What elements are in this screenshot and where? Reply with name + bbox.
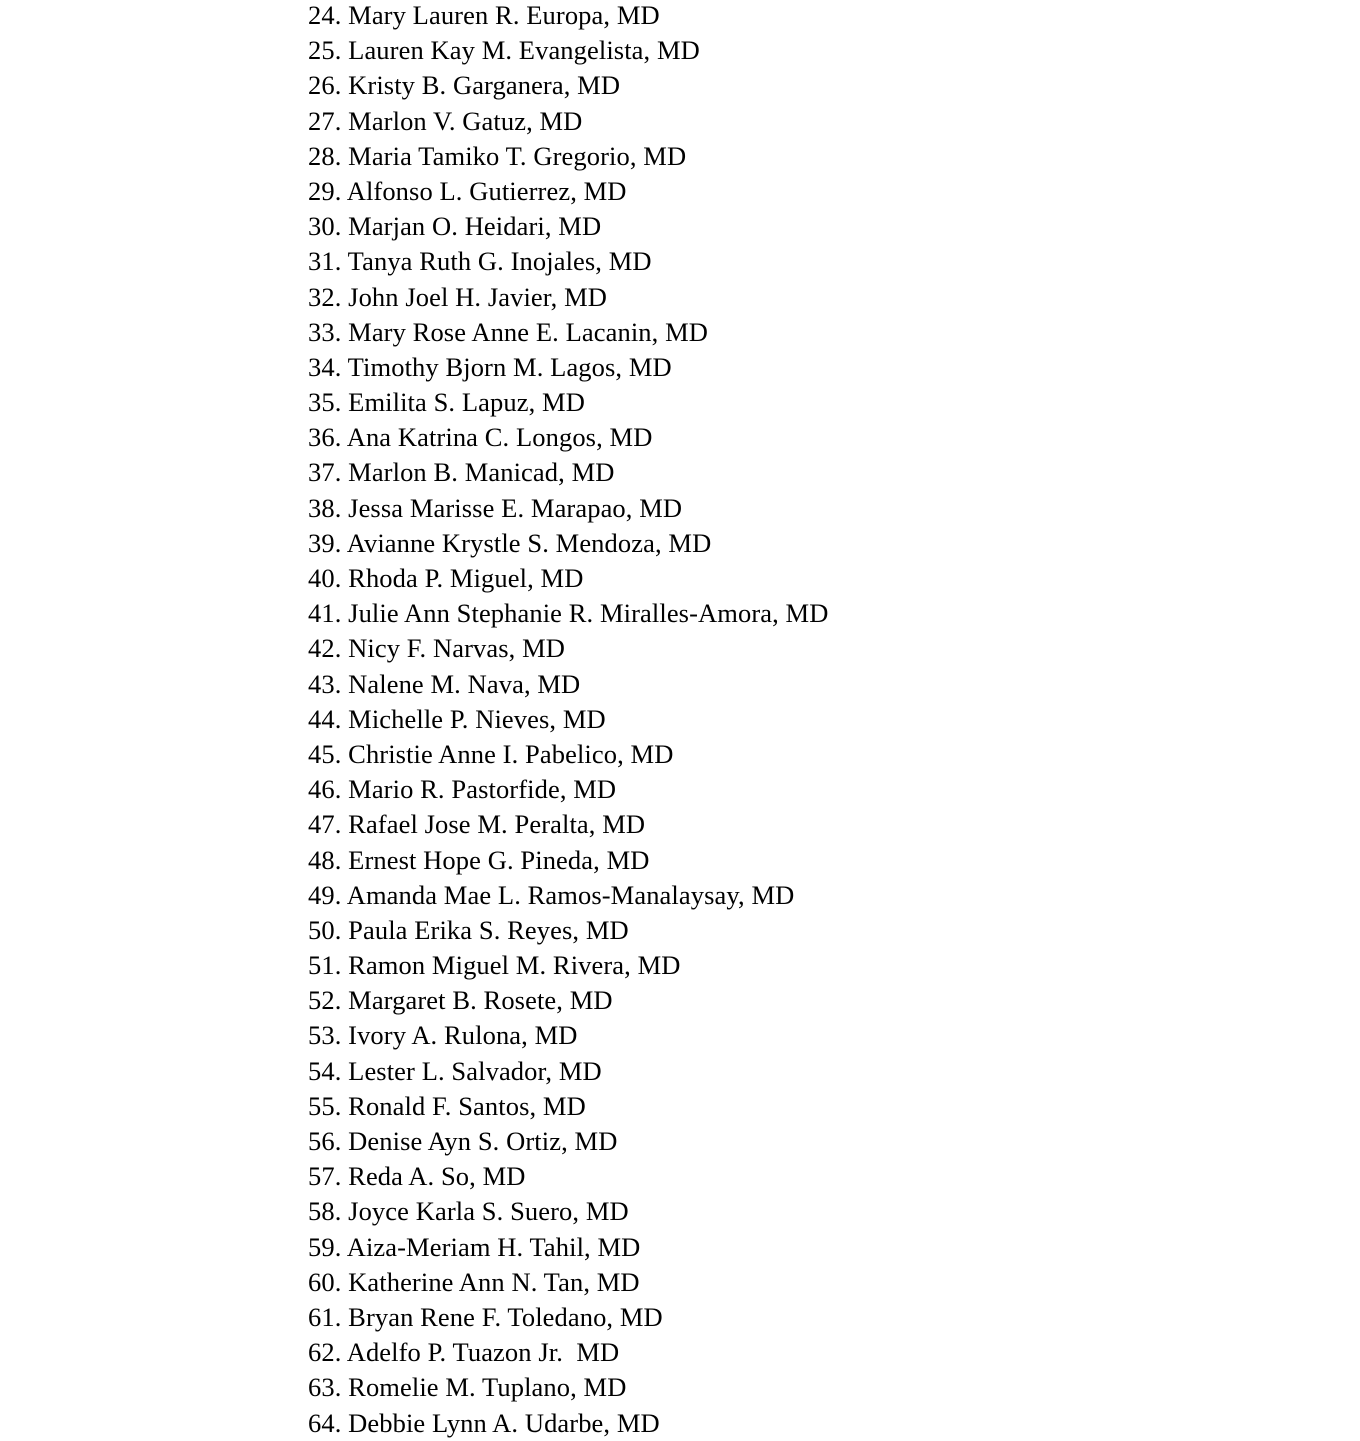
list-item [308, 0, 828, 33]
item-number: 44. [308, 703, 342, 734]
item-name: Marjan O. Heidari, MD [341, 211, 602, 242]
item-name: Maria Tamiko T. Gregorio, MD [341, 140, 687, 171]
item-name: Joyce Karla S. Suero, MD [341, 1196, 629, 1227]
item-name: Marlon V. Gatuz, MD [341, 105, 583, 136]
item-name: Aiza-Meriam H. Tahil, MD [341, 1231, 641, 1262]
item-number: 35. [308, 387, 342, 418]
item-name: Mary Lauren R. Europa, MD [341, 0, 660, 30]
list-item [308, 174, 828, 209]
item-name: Alfonso L. Gutierrez, MD [341, 175, 627, 206]
item-number: 60. [308, 1266, 342, 1297]
item-number: 57. [308, 1161, 342, 1192]
item-name: Rhoda P. Miguel, MD [341, 563, 584, 593]
item-number: 34. [308, 351, 342, 382]
item-name: Ronald F. Santos, MD [341, 1090, 586, 1121]
list-item [308, 1018, 828, 1053]
item-name: Avianne Krystle S. Mendoza, MD [341, 527, 712, 558]
item-name: Michelle P. Nieves, MD [341, 703, 606, 734]
list-item [308, 702, 828, 737]
list-item [308, 1124, 828, 1159]
item-name: Christie Anne I. Pabelico, MD [341, 738, 674, 769]
item-number: 27. [308, 105, 342, 136]
item-number: 61. [308, 1301, 342, 1332]
item-number: 42. [308, 633, 342, 664]
item-name: Bryan Rene F. Toledano, MD [341, 1301, 663, 1332]
item-name: Ivory A. Rulona, MD [341, 1020, 578, 1051]
item-number: 29. [308, 175, 342, 206]
list-item [308, 631, 828, 666]
item-number: 37. [308, 457, 342, 488]
item-name: Rafael Jose M. Peralta, MD [341, 809, 646, 840]
item-number: 36. [308, 422, 342, 453]
list-item [308, 983, 828, 1018]
list-item [308, 737, 828, 772]
item-number: 51. [308, 950, 342, 981]
list-item [308, 1089, 828, 1124]
item-number: 58. [308, 1196, 342, 1227]
item-name: Marlon B. Manicad, MD [341, 457, 615, 488]
list-item [308, 244, 828, 279]
item-number: 30. [308, 211, 342, 242]
list-item [308, 491, 828, 526]
list-item [308, 526, 828, 561]
item-number: 64. [308, 1407, 342, 1438]
list-item [308, 561, 828, 596]
list-item [308, 948, 828, 983]
item-number: 52. [308, 985, 342, 1016]
list-item [308, 807, 828, 842]
item-name: Emilita S. Lapuz, MD [341, 387, 585, 418]
item-name: Denise Ayn S. Ortiz, MD [341, 1126, 618, 1156]
item-name: Ramon Miguel M. Rivera, MD [341, 950, 681, 981]
item-name: Timothy Bjorn M. Lagos, MD [341, 351, 672, 382]
list-item [308, 1406, 828, 1441]
item-name: Margaret B. Rosete, MD [341, 985, 613, 1016]
list-item [308, 1230, 828, 1265]
list-item [308, 1370, 828, 1405]
item-name: Julie Ann Stephanie R. Miralles-Amora, MD [341, 598, 829, 629]
item-number: 55. [308, 1090, 342, 1121]
list-item [308, 1159, 828, 1194]
list-item [308, 68, 828, 103]
item-number: 59. [308, 1231, 342, 1262]
item-name: Lauren Kay M. Evangelista, MD [341, 35, 700, 66]
item-number: 33. [308, 316, 342, 347]
list-item [308, 104, 828, 139]
item-number: 54. [308, 1055, 342, 1086]
item-number: 38. [308, 492, 342, 523]
item-number: 46. [308, 774, 342, 805]
item-number: 31. [308, 246, 342, 277]
item-number: 49. [308, 879, 342, 910]
item-number: 47. [308, 809, 342, 840]
item-name: Debbie Lynn A. Udarbe, MD [341, 1407, 660, 1438]
item-number: 53. [308, 1020, 342, 1051]
list-item [308, 385, 828, 420]
list-item [308, 315, 828, 350]
list-item [308, 1054, 828, 1089]
item-number: 56. [308, 1126, 342, 1156]
list-item [308, 772, 828, 807]
item-name: Katherine Ann N. Tan, MD [341, 1266, 640, 1297]
list-item [308, 878, 828, 913]
item-name: Amanda Mae L. Ramos-Manalaysay, MD [341, 879, 795, 910]
item-name: Romelie M. Tuplano, MD [341, 1372, 627, 1403]
item-name: Jessa Marisse E. Marapao, MD [341, 492, 683, 523]
list-item [308, 667, 828, 702]
item-name: Reda A. So, MD [341, 1161, 526, 1192]
list-item [308, 420, 828, 455]
list-item [308, 455, 828, 490]
item-number: 25. [308, 35, 342, 66]
item-number: 39. [308, 527, 342, 558]
item-number: 50. [308, 914, 342, 945]
list-item [308, 843, 828, 878]
item-name: Ana Katrina C. Longos, MD [341, 422, 653, 453]
item-name: Nicy F. Narvas, MD [341, 633, 565, 664]
item-number: 26. [308, 70, 342, 101]
item-number: 63. [308, 1372, 342, 1403]
list-item [308, 33, 828, 68]
list-item [308, 350, 828, 385]
item-name: Adelfo P. Tuazon Jr. MD [341, 1337, 620, 1368]
list-item [308, 596, 828, 631]
list-item [308, 913, 828, 948]
list-item [308, 1335, 828, 1370]
item-name: Mario R. Pastorfide, MD [341, 774, 617, 805]
item-name: Tanya Ruth G. Inojales, MD [341, 246, 652, 277]
item-number: 28. [308, 140, 342, 171]
item-name: Lester L. Salvador, MD [341, 1055, 602, 1086]
item-number: 32. [308, 281, 342, 312]
item-number: 41. [308, 598, 342, 629]
list-item [308, 1300, 828, 1335]
item-number: 43. [308, 668, 342, 699]
item-name: Ernest Hope G. Pineda, MD [341, 844, 650, 875]
item-number: 62. [308, 1337, 342, 1368]
item-number: 24. [308, 0, 342, 30]
item-number: 45. [308, 738, 342, 769]
name-list [308, 0, 828, 1441]
item-name: Nalene M. Nava, MD [341, 668, 581, 699]
item-name: Mary Rose Anne E. Lacanin, MD [341, 316, 708, 347]
item-name: Paula Erika S. Reyes, MD [341, 914, 629, 945]
list-item [308, 209, 828, 244]
item-number: 48. [308, 844, 342, 875]
list-item [308, 1265, 828, 1300]
list-item [308, 280, 828, 315]
list-item [308, 1194, 828, 1229]
list-item [308, 139, 828, 174]
item-number: 40. [308, 563, 342, 593]
item-name: John Joel H. Javier, MD [341, 281, 608, 312]
item-name: Kristy B. Garganera, MD [341, 70, 621, 101]
